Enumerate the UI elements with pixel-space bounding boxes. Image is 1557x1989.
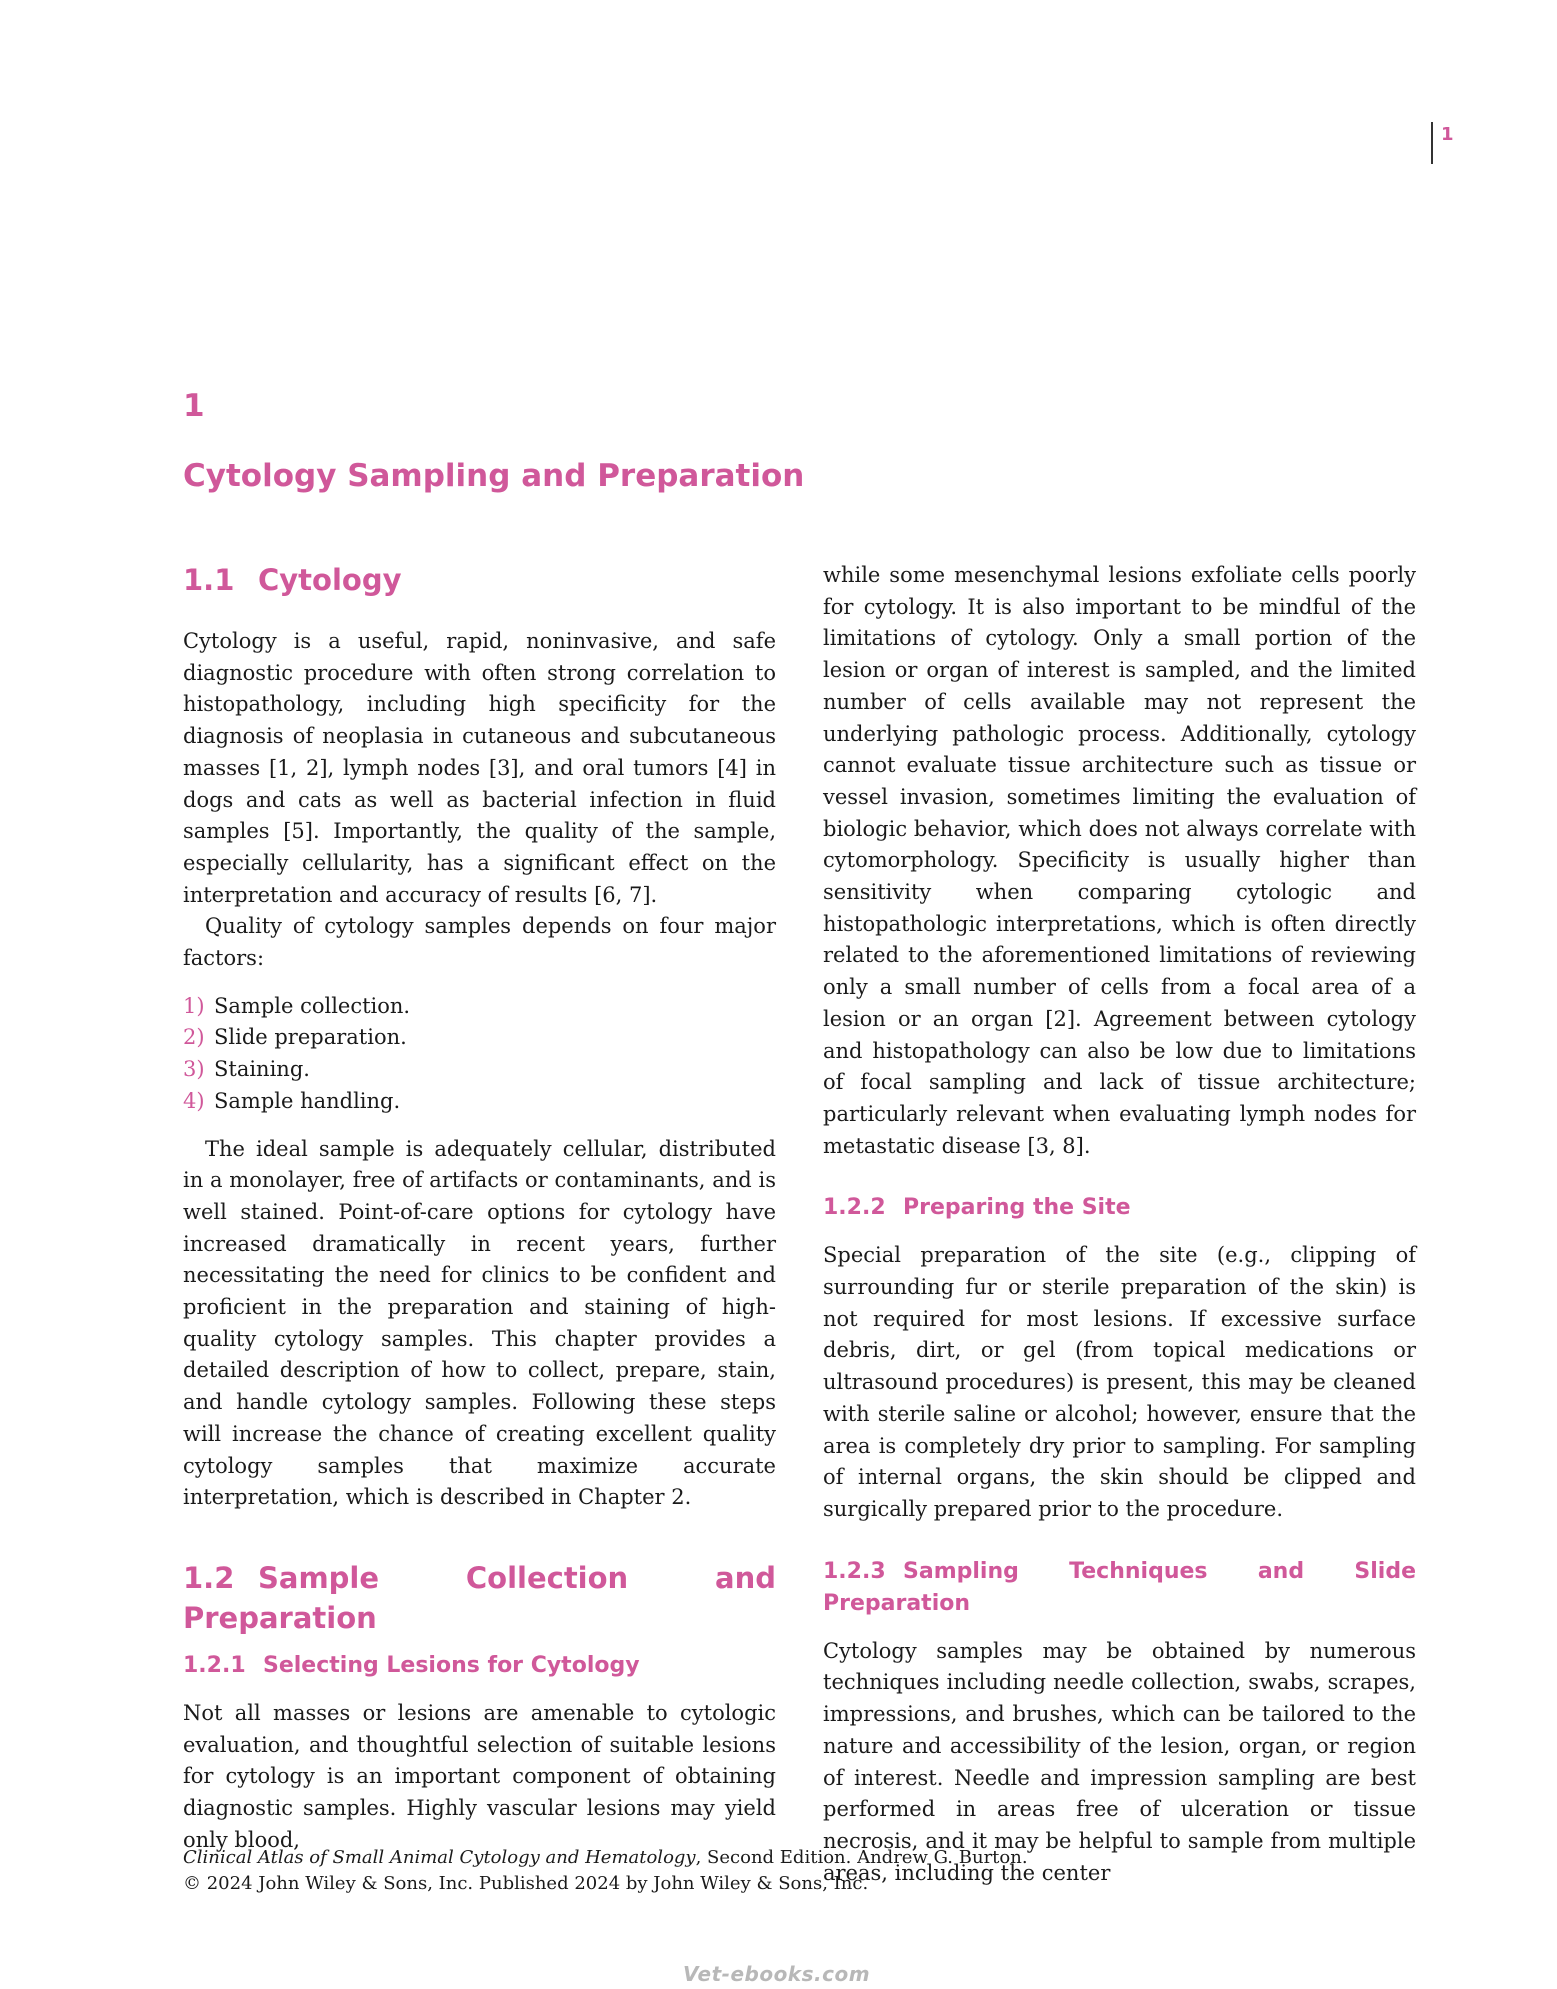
book-citation: [183, 1845, 1433, 1871]
watermark-logo: Vet-ebooks.com: [683, 1962, 871, 1986]
chapter-title: Cytology Sampling and Preparation: [183, 458, 805, 494]
page-marker-rule: [1431, 122, 1433, 164]
subsection-number: 1.2.1: [183, 1652, 246, 1678]
subsection-number: 1.2.3: [823, 1558, 886, 1584]
section-number: 1.2: [183, 1560, 235, 1595]
paragraph: Special preparation of the site (e.g., clipping of surrounding fur or sterile preparation of the skin) is not required for most lesions. If excessive surface debris, dirt, or gel (from topical medications or ultrasound procedures) is present, this may be cleaned with sterile saline or alcohol; however, ensure that the area is completely dry prior to sampling. For sampling of internal organs, the skin should be clipped and surgically prepared prior to the procedure.: [823, 1243, 1416, 1521]
subsection-title: Sampling Techniques and Slide Preparation: [823, 1558, 1416, 1616]
paragraph: Not all masses or lesions are amenable to cytologic evaluation, and thoughtful selection of suitable lesions for cytology is an important component of obtaining diagnostic samples. Highly vascular lesions may yield only blood,: [183, 1700, 776, 1852]
list-item: [183, 1054, 776, 1086]
subsection-heading-1-2-2: [823, 1192, 1416, 1224]
section-heading-1-1: [183, 560, 776, 600]
list-item-text: Sample handling.: [214, 1088, 401, 1113]
list-item-text: Staining.: [214, 1057, 310, 1082]
list-item: [183, 1022, 776, 1054]
factors-list: [183, 991, 776, 1118]
list-item: [183, 1086, 776, 1118]
subsection-number: 1.2.2: [823, 1195, 886, 1221]
paragraph: Cytology is a useful, rapid, noninvasive, and safe diagnostic procedure with often strong correlation to histopathology, including high specificity for the diagnosis of neoplasia in cutaneous and subcutaneous masses [1, 2], lymph nodes [3], and oral tumors [4] in dogs and cats as well as bacterial infection in fluid samples [5]. Importantly, the quality of the sample, especially cellularity, has a significant effect on the interpretation and accuracy of results [6, 7].: [183, 629, 776, 907]
chapter-number: 1: [183, 388, 205, 424]
paragraph: while some mesenchymal lesions exfoliate cells poorly for cytology. It is also important to be mindful of the limitations of cytology. Only a small portion of the lesion or organ of interest is sampled, and the limited number of cells available may not represent the underlying pathologic process. Additionally, cytology cannot evaluate tissue architecture such as tissue or vessel invasion, sometimes limiting the evaluation of biologic behavior, which does not always correlate with cytomorphology. Specificity is usually higher than sensitivity when comparing cytologic and histopathologic interpretations, which is often directly related to the aforementioned limitations of reviewing only a small number of cells from a focal area of a lesion or an organ [2]. Agreement between cytology and histopathology can also be low due to limitations of focal sampling and lack of tissue architecture; particularly relevant when evaluating lymph nodes for metastatic disease [3, 8].: [823, 563, 1416, 1158]
section-number: 1.1: [183, 563, 235, 597]
list-marker: 2): [183, 1025, 205, 1050]
paragraph: The ideal sample is adequately cellular, distributed in a monolayer, free of artifacts or contaminants, and is well stained. Point-of-care options for cytology have increased dramatically in recent years, further necessitating the need for clinics to be confident and proficient in the preparation and staining of high-quality cytology samples. This chapter provides a detailed description of how to collect, prepare, stain, and handle cytology samples. Following these steps will increase the chance of creating excellent quality cytology samples that maximize accurate interpretation, which is described in Chapter 2.: [183, 1136, 776, 1510]
section-title: Sample Collection and Preparation: [183, 1560, 776, 1635]
citation-footer: [183, 1845, 1433, 1897]
list-item-text: Sample collection.: [214, 993, 411, 1018]
subsection-title: Preparing the Site: [903, 1195, 1131, 1221]
subsection-heading-1-2-1: [183, 1650, 776, 1682]
subsection-heading-1-2-3: [823, 1556, 1416, 1620]
section-heading-1-2: [183, 1558, 776, 1638]
list-item-text: Slide preparation.: [214, 1025, 407, 1050]
page-number: 1: [1441, 124, 1454, 145]
list-marker: 4): [183, 1088, 205, 1113]
list-marker: 1): [183, 993, 205, 1018]
book-title: Clinical Atlas of Small Animal Cytology and Hematology: [183, 1847, 696, 1868]
left-column: [183, 560, 776, 1857]
edition-author: , Second Edition. Andrew G. Burton.: [695, 1847, 1028, 1868]
list-item: [183, 991, 776, 1023]
right-column: [823, 560, 1416, 1889]
paragraph: Quality of cytology samples depends on four major factors:: [183, 914, 776, 971]
list-marker: 3): [183, 1057, 205, 1082]
paragraph: Cytology samples may be obtained by numerous techniques including needle collection, swabs, scrapes, impressions, and brushes, which can be tailored to the nature and accessibility of the lesion, organ, or region of interest. Needle and impression sampling are best performed in areas free of ulceration or tissue necrosis, and it may be helpful to sample from multiple areas, including the center: [823, 1638, 1416, 1885]
section-title: Cytology: [258, 563, 402, 597]
copyright-line: © 2024 John Wiley & Sons, Inc. Published 2024 by John Wiley & Sons, Inc.: [183, 1873, 869, 1894]
subsection-title: Selecting Lesions for Cytology: [263, 1652, 640, 1678]
